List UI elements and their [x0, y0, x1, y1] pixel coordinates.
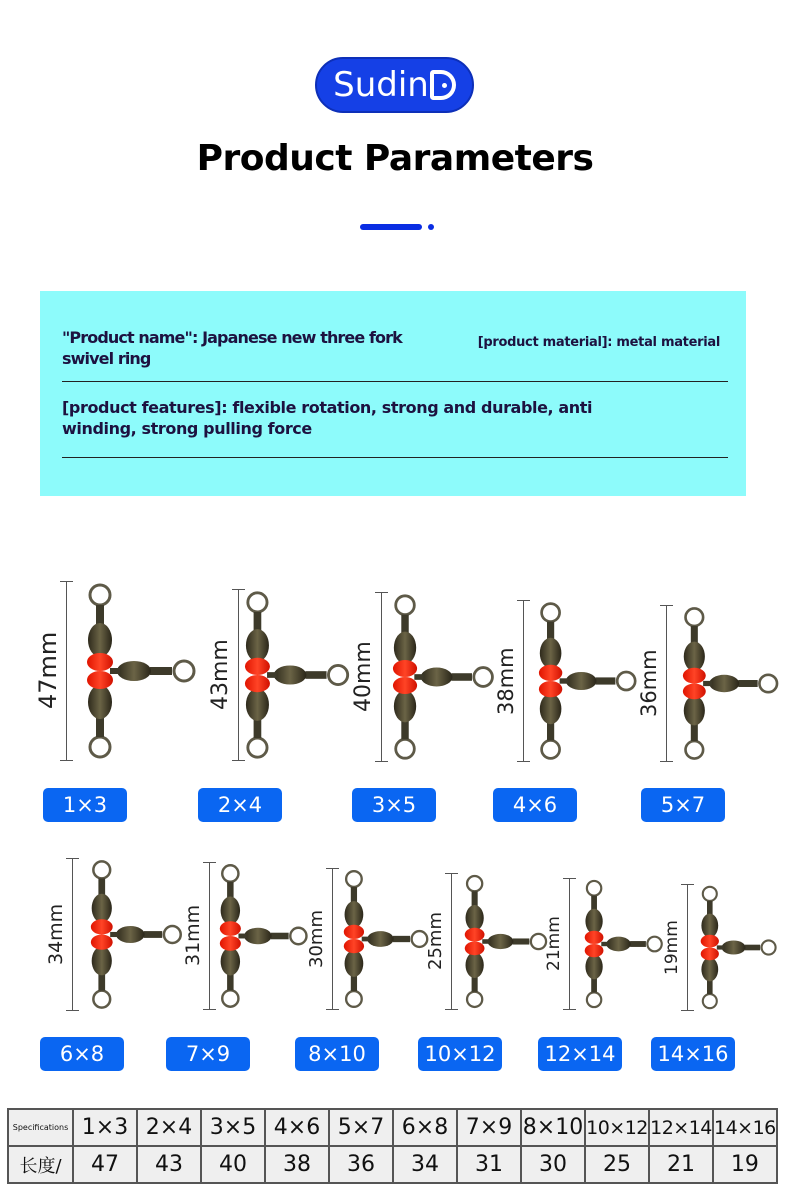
table-cell: 43 [137, 1146, 201, 1183]
spec-table [7, 1108, 778, 1184]
three-way-swivel-image [538, 600, 639, 767]
dimension-label: 34mm [45, 903, 67, 965]
table-cell: 47 [73, 1146, 137, 1183]
table-cell: 30 [521, 1146, 585, 1183]
three-way-swivel-image [90, 858, 184, 1016]
dimension-label: 38mm [494, 646, 518, 715]
table-cell: 1×3 [73, 1109, 137, 1146]
size-label-badge: 8×10 [295, 1037, 379, 1071]
dimension-scale-bar [666, 605, 667, 762]
table-cell: 8×10 [521, 1109, 585, 1146]
brand-logo-text: Sudin [333, 65, 429, 105]
table-cell: 38 [265, 1146, 329, 1183]
table-row-specifications [8, 1109, 777, 1146]
dimension-label: 40mm [351, 641, 376, 713]
dimension-label: 31mm [182, 905, 204, 967]
three-way-swivel-image [700, 884, 778, 1016]
three-way-swivel-image [244, 589, 352, 766]
table-cell: 34 [393, 1146, 457, 1183]
table-cell: 4×6 [265, 1109, 329, 1146]
size-label-badge: 12×14 [538, 1037, 622, 1071]
three-way-swivel-image [86, 581, 198, 766]
dimension-scale-bar [209, 862, 210, 1010]
size-label-badge: 4×6 [493, 788, 577, 822]
table-cell: 19 [713, 1146, 777, 1183]
table-cell: 36 [329, 1146, 393, 1183]
dimension-scale-bar [451, 873, 452, 1010]
three-way-swivel-image [219, 862, 310, 1015]
dimension-label: 21mm [544, 916, 564, 972]
dimension-scale-bar [381, 592, 382, 762]
size-label-badge: 7×9 [166, 1037, 250, 1071]
dimension-scale-bar [687, 884, 688, 1011]
table-cell: 25 [585, 1146, 649, 1183]
three-way-swivel-image [682, 605, 781, 767]
size-label-badge: 1×3 [43, 788, 127, 822]
size-label-badge: 6×8 [40, 1037, 124, 1071]
title-accent-line [360, 224, 422, 230]
fish-icon [430, 70, 456, 100]
table-header-cell: Specifications [8, 1109, 73, 1146]
table-cell: 7×9 [457, 1109, 521, 1146]
size-label-badge: 2×4 [198, 788, 282, 822]
divider [62, 457, 728, 458]
three-way-swivel-image [343, 868, 430, 1015]
dimension-label: 30mm [306, 909, 327, 968]
table-cell: 21 [649, 1146, 713, 1183]
product-features: [product features]: flexible rotation, strong and durable, anti winding, strong pulling force [62, 398, 593, 438]
dimension-label: 25mm [425, 912, 446, 971]
table-cell: 10×12 [585, 1109, 649, 1146]
table-cell: 5×7 [329, 1109, 393, 1146]
dimension-scale-bar [238, 589, 239, 761]
divider [62, 381, 728, 382]
table-cell: 40 [201, 1146, 265, 1183]
dimension-label: 47mm [34, 632, 62, 710]
size-label-badge: 14×16 [651, 1037, 735, 1071]
dimension-scale-bar [332, 868, 333, 1010]
dimension-scale-bar [569, 878, 570, 1010]
dimension-label: 43mm [208, 639, 233, 711]
dimension-scale-bar [523, 600, 524, 762]
three-way-swivel-image [464, 873, 549, 1015]
dimension-label: 36mm [637, 649, 661, 718]
size-label-badge: 10×12 [418, 1037, 502, 1071]
three-way-swivel-image [584, 878, 665, 1015]
product-material: [product material]: metal material [477, 335, 720, 350]
size-label-badge: 3×5 [352, 788, 436, 822]
three-way-swivel-image [392, 592, 496, 767]
table-cell: 3×5 [201, 1109, 265, 1146]
dimension-scale-bar [66, 581, 67, 761]
table-cell: 12×14 [649, 1109, 713, 1146]
table-cell: 2×4 [137, 1109, 201, 1146]
brand-logo [315, 57, 474, 113]
title-accent-dot [428, 224, 434, 230]
table-cell: 6×8 [393, 1109, 457, 1146]
table-row-length [8, 1146, 777, 1183]
table-cell: 14×16 [713, 1109, 777, 1146]
product-name: "Product name": Japanese new three fork swivel ring [62, 328, 402, 368]
dimension-scale-bar [72, 858, 73, 1011]
page-title: Product Parameters [196, 138, 594, 179]
dimension-label: 19mm [662, 919, 682, 975]
table-cell: 31 [457, 1146, 521, 1183]
table-header-cell: 长度/ [8, 1146, 73, 1183]
size-label-badge: 5×7 [641, 788, 725, 822]
product-info-panel [40, 291, 746, 496]
